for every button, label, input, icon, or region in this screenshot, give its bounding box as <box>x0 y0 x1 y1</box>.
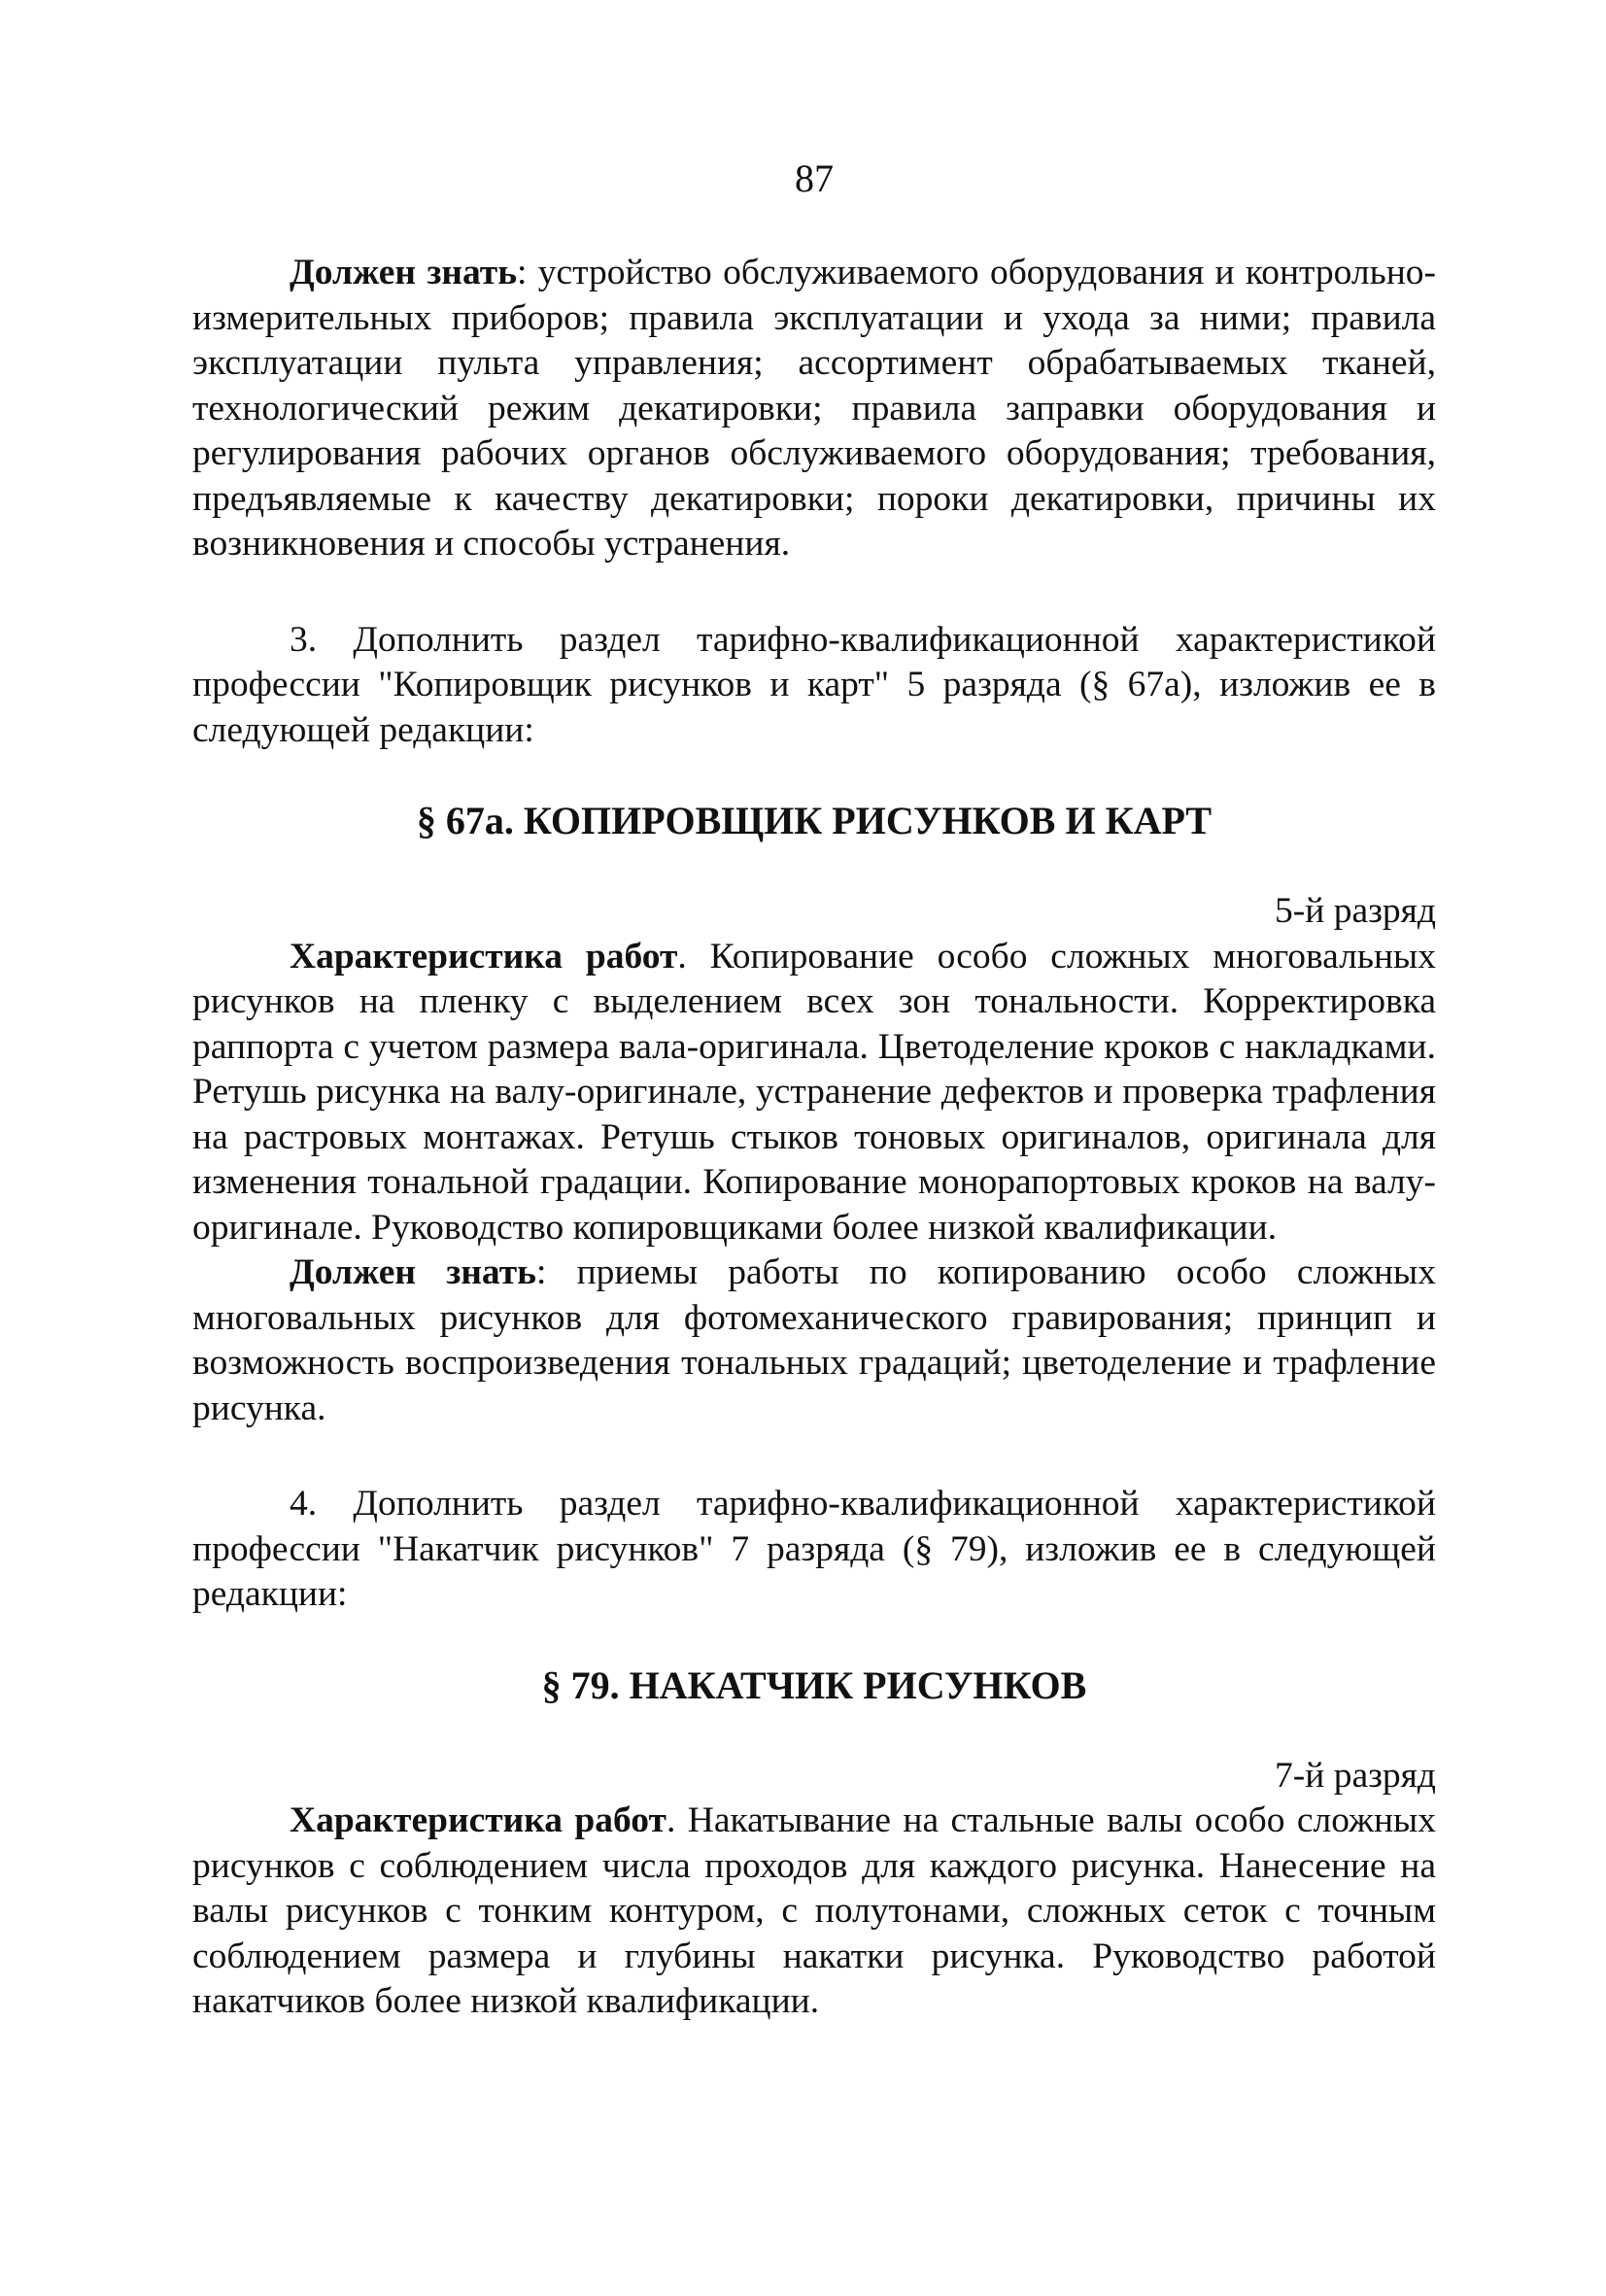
should-know-label: Должен знать <box>290 253 518 292</box>
should-know-text: : устройство обслуживаемого оборудования и контрольно-измерительных приборов; правила эксплуатации и ухода за ними; правила эксплуатации пульта управления; ассортимент обрабатываемых тканей, технологический режим декатировки; правила заправки оборудования и регулирования рабочих органов обслуживаемого оборудования; требования, предъявляемые к качеству декатировки; пороки декатировки, причины их возникновения и способы устранения. <box>192 253 1437 564</box>
item-3: 3. Дополнить раздел тарифно-квалификационной характеристикой профессии "Копировщик рисунков и карт" 5 разряда (§ 67а), изложив ее в следующей редакции: <box>192 619 1436 750</box>
grade-5: 5-й разряд <box>1275 891 1436 931</box>
work-characteristics-label: Характеристика работ <box>290 936 678 977</box>
item-4: 4. Дополнить раздел тарифно-квалификационной характеристикой профессии "Накатчик рисунков" 7 разряда (§ 79), изложив ее в следующей редакции: <box>192 1484 1436 1614</box>
should-know-text-67a: : приемы работы по копированию особо сложных многовальных рисунков для фотомеханического гравирования; принцип и возможность воспроизведения тональных градаций; цветоделение и трафление рисунка. <box>192 1252 1436 1428</box>
work-characteristics-label-79: Характеристика работ <box>290 1800 666 1840</box>
page-number: 87 <box>795 156 834 200</box>
work-characteristics-text-79: . Накатывание на стальные валы особо сложных рисунков с соблюдением числа проходов для каждого рисунка. Нанесение на валы рисунков с тонким контуром, с полутонами, сложных сеток с точным соблюдением размера и глубины накатки рисунка. Руководство работой накатчиков более низкой квалификации. <box>192 1800 1436 2021</box>
section-title-67a: § 67а. КОПИРОВЩИК РИСУНКОВ И КАРТ <box>416 799 1213 842</box>
work-characteristics-79 <box>192 1799 1436 2025</box>
paragraph-should-know <box>192 251 1436 567</box>
work-characteristics-text: . Копирование особо сложных многовальных рисунков на пленку с выделением всех зон тональности. Корректировка раппорта с учетом размера вала-оригинала. Цветоделение кроков с накладками. Ретушь рисунка на валу-оригинале, устранение дефектов и проверка трафления на растровых монтажах. Ретушь стыков тоновых оригиналов, оригинала для изменения тональной градации. Копирование монорапортовых кроков на валу-оригинале. Руководство копировщиками более низкой квалификации. <box>192 936 1436 1248</box>
should-know-67a <box>192 1251 1436 1431</box>
should-know-label-67a: Должен знать <box>290 1252 536 1292</box>
section-title-79: § 79. НАКАТЧИК РИСУНКОВ <box>541 1662 1087 1707</box>
work-characteristics-67a <box>192 935 1436 1251</box>
document-page <box>192 155 1436 2025</box>
grade-7: 7-й разряд <box>1275 1755 1436 1796</box>
